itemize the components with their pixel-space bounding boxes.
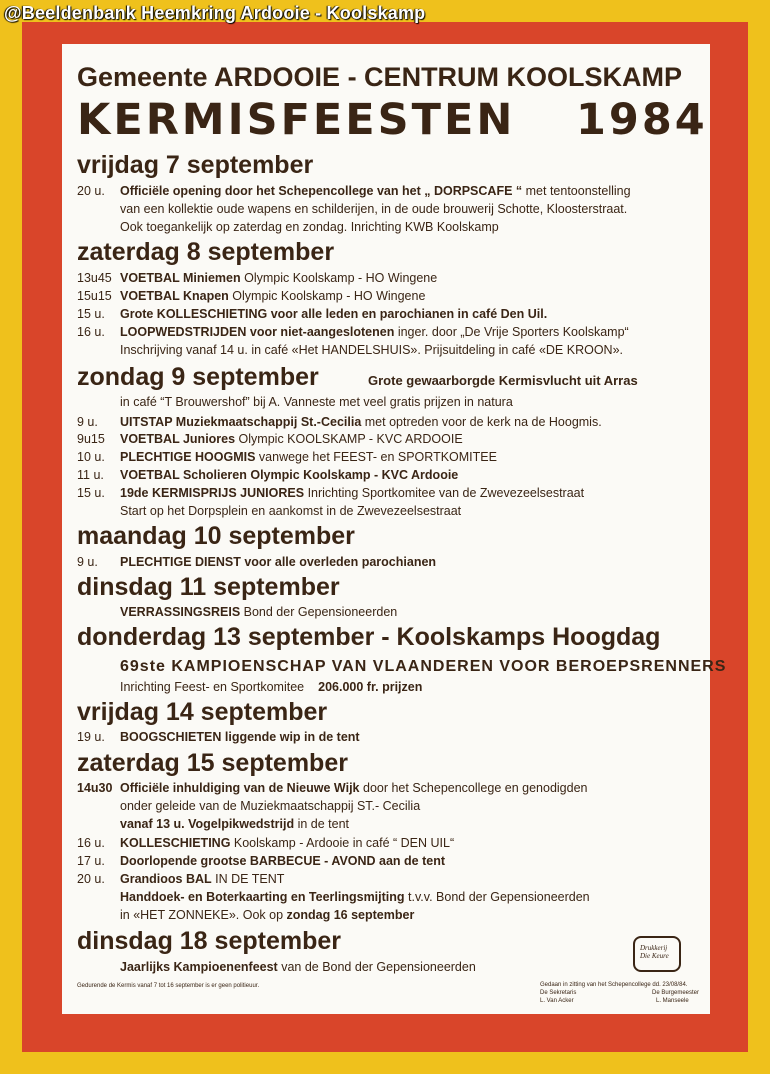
event-line: VOETBAL Scholieren Olympic Koolskamp - KVC Ardooie [120,468,459,482]
day-heading: maandag 10 september [77,522,355,550]
event-line [120,451,497,464]
event-detail: Olympic Koolskamp - HO Wingene [240,271,438,285]
event-line: Doorlopende grootse BARBECUE - AVOND aan de tent [120,854,446,868]
event-detail: vanwege het FEEST- en SPORTKOMITEE [255,450,497,464]
event-title: VOETBAL Miniemen [120,271,241,285]
event-detail: t.v.v. Bond der Gepensioneerden [404,890,590,904]
event-line [120,185,631,198]
event-title: Grote gewaarborgde Kermisvlucht uit Arras [368,373,638,388]
event-line [120,681,422,694]
event-line [120,433,463,446]
event-line [120,891,590,904]
event-line: onder geleide van de Muziekmaatschappij ST.- Cecilia [120,799,421,813]
event-detail: in «HET ZONNEKE». Ook op [120,908,287,922]
event-line [120,782,587,795]
footer-name: L. Van Acker [540,998,574,1004]
event-title: KOLLESCHIETING [120,836,231,850]
poster-year: 1984 [576,95,708,145]
footer-name: L. Manseele [656,998,689,1004]
time: 17 u. [77,854,105,868]
event-title: Officiële inhuldiging van de Nieuwe Wijk [120,781,360,795]
event-line [120,290,425,303]
printer-stamp [633,936,681,972]
day-heading: zaterdag 8 september [77,238,335,266]
event-line: Grote KOLLESCHIETING voor alle leden en parochianen in café Den Uil. [120,307,548,321]
event-line [120,272,437,285]
event-line [120,837,454,850]
time: 13u45 [77,271,112,285]
event-line: Ook toegankelijk op zaterdag en zondag. Inrichting KWB Koolskamp [120,220,499,234]
footer-note: Gedurende de Kermis vanaf 7 tot 16 september is er geen politieuur. [77,983,260,989]
event-title: LOOPWEDSTRIJDEN voor niet-aangeslotenen [120,325,395,339]
time: 20 u. [77,872,105,886]
event-title: Handdoek- en Boterkaarting en Teerlingsmijting [120,890,405,904]
day-heading: zaterdag 15 september [77,749,348,777]
printer-stamp-text: Drukkerij Die Keure [640,944,669,960]
event-line [120,326,629,339]
event-detail: Koolskamp - Ardooie in café “ DEN UIL“ [230,836,455,850]
event-title: VOETBAL Knapen [120,289,229,303]
event-line [120,961,476,974]
time: 15 u. [77,307,105,321]
event-line: PLECHTIGE DIENST voor alle overleden parochianen [120,555,437,569]
footer-role: De Sekretaris [540,990,577,996]
event-line [120,909,414,922]
event-title: UITSTAP Muziekmaatschappij St.-Cecilia [120,415,362,429]
header-line: Gemeente ARDOOIE - CENTRUM KOOLSKAMP [77,62,683,92]
event-line [120,818,349,831]
time: 20 u. [77,184,105,198]
event-detail: Inrichting Feest- en Sportkomitee [120,680,305,694]
event-detail: Bond der Gepensioneerden [240,605,398,619]
event-detail: door het Schepencollege en genodigden [359,781,588,795]
event-detail: met optreden voor de kerk na de Hoogmis. [361,415,602,429]
event-line: Inschrijving vanaf 14 u. in café «Het HANDELSHUIS». Prijsuitdeling in café «DE KROON». [120,343,624,357]
event-line: BOOGSCHIETEN liggende wip in de tent [120,730,360,744]
event-detail: met tentoonstelling [522,184,631,198]
day-heading: dinsdag 11 september [77,573,340,601]
watermark: @Beeldenbank Heemkring Ardooie - Koolskamp [4,3,426,23]
event-line [120,606,397,619]
time: 16 u. [77,325,105,339]
event-line: van een kollektie oude wapens en schilderijen, in de oude brouwerij Schotte, Kloosterstraat. [120,202,628,216]
event-title: 206.000 fr. prijzen [318,680,423,694]
event-title: Officiële opening door het Schepencollege van het „ DORPSCAFE “ [120,184,523,198]
event-line [120,873,284,886]
poster-title: KERMISFEESTEN [77,95,516,145]
event-title: zondag 16 september [286,908,415,922]
event-line [120,487,584,500]
event-title: vanaf 13 u. Vogelpikwedstrijd [120,817,295,831]
day-heading: zondag 9 september [77,363,319,391]
time: 11 u. [77,468,104,482]
event-detail: Olympic KOOLSKAMP - KVC ARDOOIE [235,432,463,446]
event-title: Jaarlijks Kampioenenfeest [120,960,278,974]
time: 14u30 [77,781,113,795]
event-title: VOETBAL Juniores [120,432,236,446]
event-detail: van de Bond der Gepensioneerden [277,960,476,974]
time: 16 u. [77,836,105,850]
event-line: in café “T Brouwershof” bij A. Vanneste met veel gratis prijzen in natura [120,395,513,409]
day-heading: vrijdag 7 september [77,151,314,179]
day-heading: vrijdag 14 september [77,698,328,726]
event-line [120,416,602,429]
time: 9 u. [77,415,98,429]
time: 15 u. [77,486,105,500]
footer-signature-line: Gedaan in zitting van het Schepencollege dd. 23/08/84. [540,982,688,988]
event-title: 19de KERMISPRIJS JUNIORES [120,486,305,500]
event-detail: in de tent [294,817,350,831]
event-line: Start op het Dorpsplein en aankomst in de Zwevezeelsestraat [120,504,462,518]
time: 15u15 [77,289,112,303]
event-detail: Inrichting Sportkomitee van de Zwevezeelsestraat [304,486,585,500]
event-detail: Olympic Koolskamp - HO Wingene [228,289,426,303]
event-detail: IN DE TENT [211,872,285,886]
event-title: VERRASSINGSREIS [120,605,241,619]
time: 9u15 [77,432,105,446]
time: 9 u. [77,555,98,569]
event-detail: inger. door „De Vrije Sporters Koolskamp“ [394,325,629,339]
day-heading: dinsdag 18 september [77,927,341,955]
event-title: PLECHTIGE HOOGMIS [120,450,256,464]
time: 19 u. [77,730,105,744]
event-title: Grandioos BAL [120,872,212,886]
event-title: 69ste KAMPIOENSCHAP VAN VLAANDEREN VOOR BEROEPSRENNERS [120,658,727,675]
day-heading: donderdag 13 september - Koolskamps Hoogdag [77,623,661,651]
footer-role: De Burgemeester [652,990,700,996]
time: 10 u. [77,450,105,464]
